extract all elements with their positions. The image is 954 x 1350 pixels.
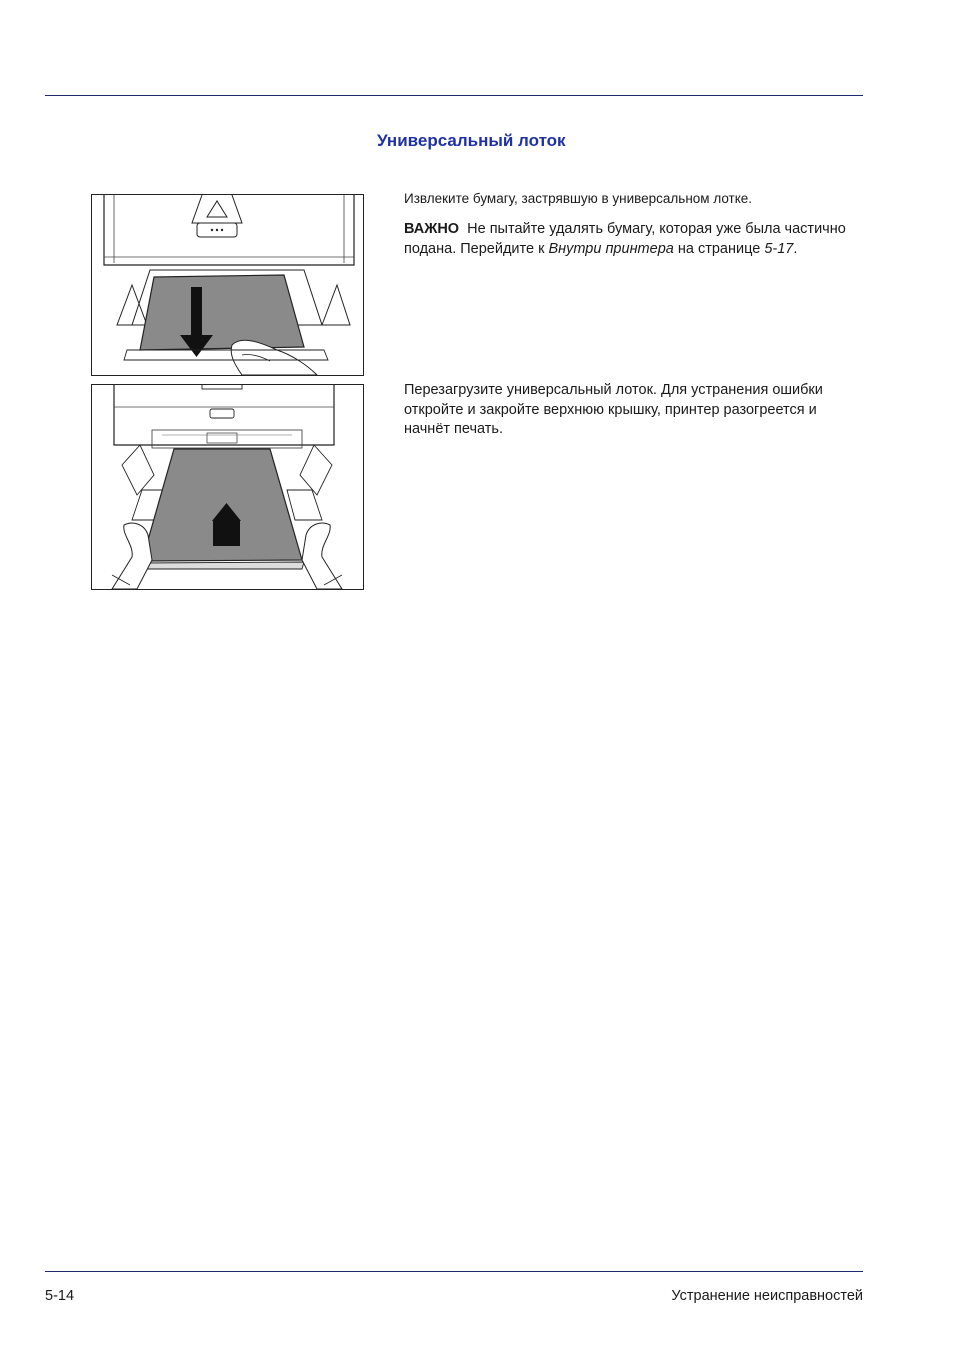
page-number: 5-14: [45, 1288, 75, 1304]
important-text-part2: на странице: [673, 240, 765, 257]
important-text-part1: Не пытайте удалять бумагу, которая уже была частично подана. Перейдите к: [404, 221, 846, 257]
inside-printer-link[interactable]: Внутри принтера: [548, 240, 674, 257]
chapter-title: Устранение неисправностей: [671, 1288, 863, 1304]
reload-tray-illustration: [91, 384, 364, 590]
printer-remove-paper-drawing: [92, 195, 363, 375]
page-reference[interactable]: 5-17: [764, 240, 794, 257]
important-label: ВАЖНО: [404, 221, 460, 237]
important-note: [404, 220, 854, 259]
step1-instruction: Извлеките бумагу, застрявшую в универсальном лотке.: [404, 191, 753, 206]
section-title: Универсальный лоток: [377, 131, 566, 150]
important-text-part3: .: [793, 240, 798, 257]
footer-rule: [45, 1271, 863, 1272]
header-rule: [45, 95, 863, 96]
remove-paper-illustration: [91, 194, 364, 376]
step2-instruction: Перезагрузите универсальный лоток. Для устранения ошибки откройте и закройте верхнюю крышку, принтер разогреется и начнёт печать.: [404, 382, 823, 437]
printer-reload-paper-drawing: [92, 385, 363, 589]
